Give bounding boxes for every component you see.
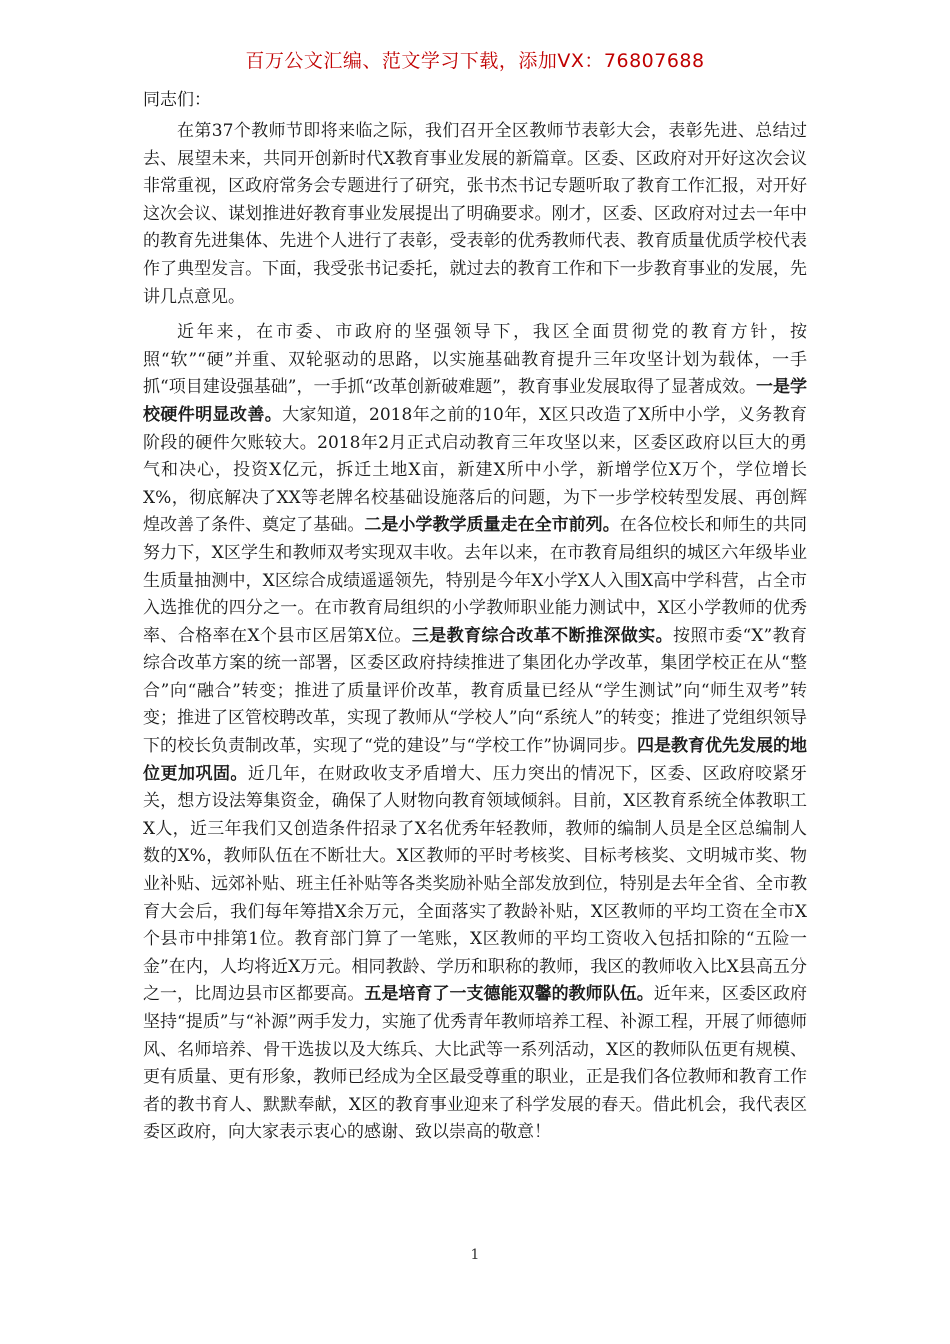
- point-text-5: 近年来，区委区政府坚持“提质”与“补源”两手发力，实施了优秀青年教师培养工程、补源工程，开展了师德师风、名师培养、骨干选拔以及大练兵、大比武等一系列活动，X区的教师队伍更有规模、更有质量、更有形象，教师已经成为全区最受尊重的职业，正是我们各位教师和教育工作者的教书育人、默默奉献，X区的教育事业迎来了科学发展的春天。借此机会，我代表区委区政府，向大家表示衷心的感谢、致以崇高的敬意！: [143, 984, 808, 1143]
- point-heading-1: 一是学校硬件明显改善。: [143, 377, 808, 425]
- download-banner: 百万公文汇编、范文学习下载，添加VX：76807688: [245, 50, 705, 72]
- salutation: 同志们：: [143, 90, 211, 110]
- point-heading-4: 四是教育优先发展的地位更加巩固。: [143, 736, 808, 784]
- point-text-4: 近几年，在财政收支矛盾增大、压力突出的情况下，区委、区政府咬紧牙关，想方设法筹集资金，确保了人财物向教育领域倾斜。目前，X区教育系统全体教职工X人，近三年我们又创造条件招录了X名优秀年轻教师，教师的编制人员是全区总编制人数的X%，教师队伍在不断壮大。X区教师的平时考核奖、目标考核奖、文明城市奖、物业补贴、远郊补贴、班主任补贴等各类奖励补贴全部发放到位，特别是去年全省、全市教育大会后，我们每年筹措X余万元，全面落实了教龄补贴，X区教师的平均工资在全市X个县市中排第1位。教育部门算了一笔账，X区教师的平均工资收入包括扣除的“五险一金”在内，人均将近X万元。相同教龄、学历和职称的教师，我区的教师收入比X县高五分之一，比周边县市区都要高。: [143, 763, 808, 1005]
- paragraph-opening: 在第37个教师节即将来临之际，我们召开全区教师节表彰大会，表彰先进、总结过去、展望未来，共同开创新时代X教育事业发展的新篇章。区委、区政府对开好这次会议非常重视，区政府常务会专题进行了研究，张书杰书记专题听取了教育工作汇报，对开好这次会议、谋划推进好教育事业发展提出了明确要求。刚才，区委、区政府对过去一年中的教育先进集体、先进个人进行了表彰，受表彰的优秀教师代表、教育质量优质学校代表作了典型发言。下面，我受张书记委托，就过去的教育工作和下一步教育事业的发展，先讲几点意见。: [143, 121, 807, 307]
- point-heading-5: 五是培育了一支德能双馨的教师队伍。: [364, 984, 654, 1005]
- point-text-2: 在各位校长和师生的共同努力下，X区学生和教师双考实现双丰收。去年以来，在市教育局组织的城区六年级毕业生质量抽测中，X区综合成绩遥遥领先，特别是今年X小学X人入围X高中学科营，占全市入选推优的四分之一。在市教育局组织的小学教师职业能力测试中，X区小学教师的优秀率、合格率在X个县市区居第X位。: [143, 515, 808, 646]
- point-text-1: 大家知道，2018年之前的10年，X区只改造了X所中小学，义务教育阶段的硬件欠账较大。2018年2月正式启动教育三年攻坚以来，区委区政府以巨大的勇气和决心，投资X亿元，拆迁土地X亩，新建X所中小学，新增学位X万个，学位增长X%，彻底解决了XX等老牌名校基础设施落后的问题，为下一步学校转型发展、再创辉煌改善了条件、奠定了基础。: [143, 404, 807, 536]
- paragraph-achievements: [143, 319, 807, 1147]
- point-text-3: 按照市委“X”教育综合改革方案的统一部署，区委区政府持续推进了集团化办学改革，集团学校正在从“整合”向“融合”转变；推进了质量评价改革，教育质量已经从“学生测试”向“师生双考”转变；推进了区管校聘改革，实现了教师从“学校人”向“系统人”的转变；推进了党组织领导下的校长负责制改革，实现了“党的建设”与“学校工作”协调同步。: [143, 625, 807, 757]
- document-body: [143, 86, 807, 1147]
- page-number: 1: [470, 1247, 480, 1263]
- point-heading-3: 三是教育综合改革不断推深做实。: [411, 625, 674, 646]
- point-heading-2: 二是小学教学质量走在全市前列。: [364, 515, 620, 536]
- paragraph-intro: 近年来，在市委、市政府的坚强领导下，我区全面贯彻党的教育方针，按照“软”“硬”并重、双轮驱动的思路，以实施基础教育提升三年攻坚计划为载体，一手抓“项目建设强基础”，一手抓“改革创新破难题”，教育事业发展取得了显著成效。: [143, 322, 807, 398]
